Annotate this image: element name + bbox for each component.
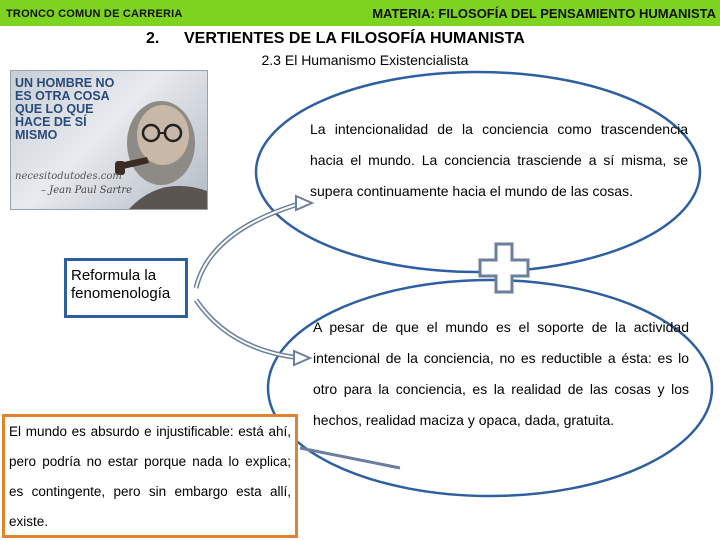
photo-website: necesitodutodes.com bbox=[15, 171, 122, 182]
title-number: 2. bbox=[146, 30, 160, 47]
photo-quote: UN HOMBRE NO ES OTRA COSA QUE LO QUE HACE DE SÍ MISMO bbox=[15, 76, 115, 142]
plus-icon bbox=[480, 244, 528, 292]
header-course: TRONCO COMUN DE CARRERIA bbox=[6, 8, 183, 20]
header-subject: MATERIA: FILOSOFÍA DEL PENSAMIENTO HUMANISTA bbox=[372, 6, 716, 21]
arrow-connector bbox=[300, 448, 400, 468]
arrow-to-bottom bbox=[196, 300, 300, 358]
photo-signature: – Jean Paul Sartre bbox=[41, 185, 133, 196]
reformula-box: Reformula la fenomenología bbox=[64, 258, 188, 318]
arrow-to-top bbox=[196, 203, 302, 288]
paragraph-top: La intencionalidad de la conciencia como trascendencia hacia el mundo. La conciencia trasciende a sí misma, se supera continuamente hacia el mundo de las cosas. bbox=[310, 121, 688, 199]
page-subtitle: 2.3 El Humanismo Existencialista bbox=[261, 52, 469, 68]
title-text: VERTIENTES DE LA FILOSOFÍA HUMANISTA bbox=[184, 30, 525, 47]
paragraph-bottom: A pesar de que el mundo es el soporte de la actividad intencional de la conciencia, no es reductible a ésta: es lo otro para la conciencia, es la realidad de las cosas y los hechos, realidad maciza y opaca, dada, gratuita. bbox=[313, 319, 689, 428]
absurd-world-box: El mundo es absurdo e injustificable: está ahí, pero podría no estar porque nada lo explica; es contingente, pero sin embargo esta allí, existe. bbox=[2, 414, 298, 538]
